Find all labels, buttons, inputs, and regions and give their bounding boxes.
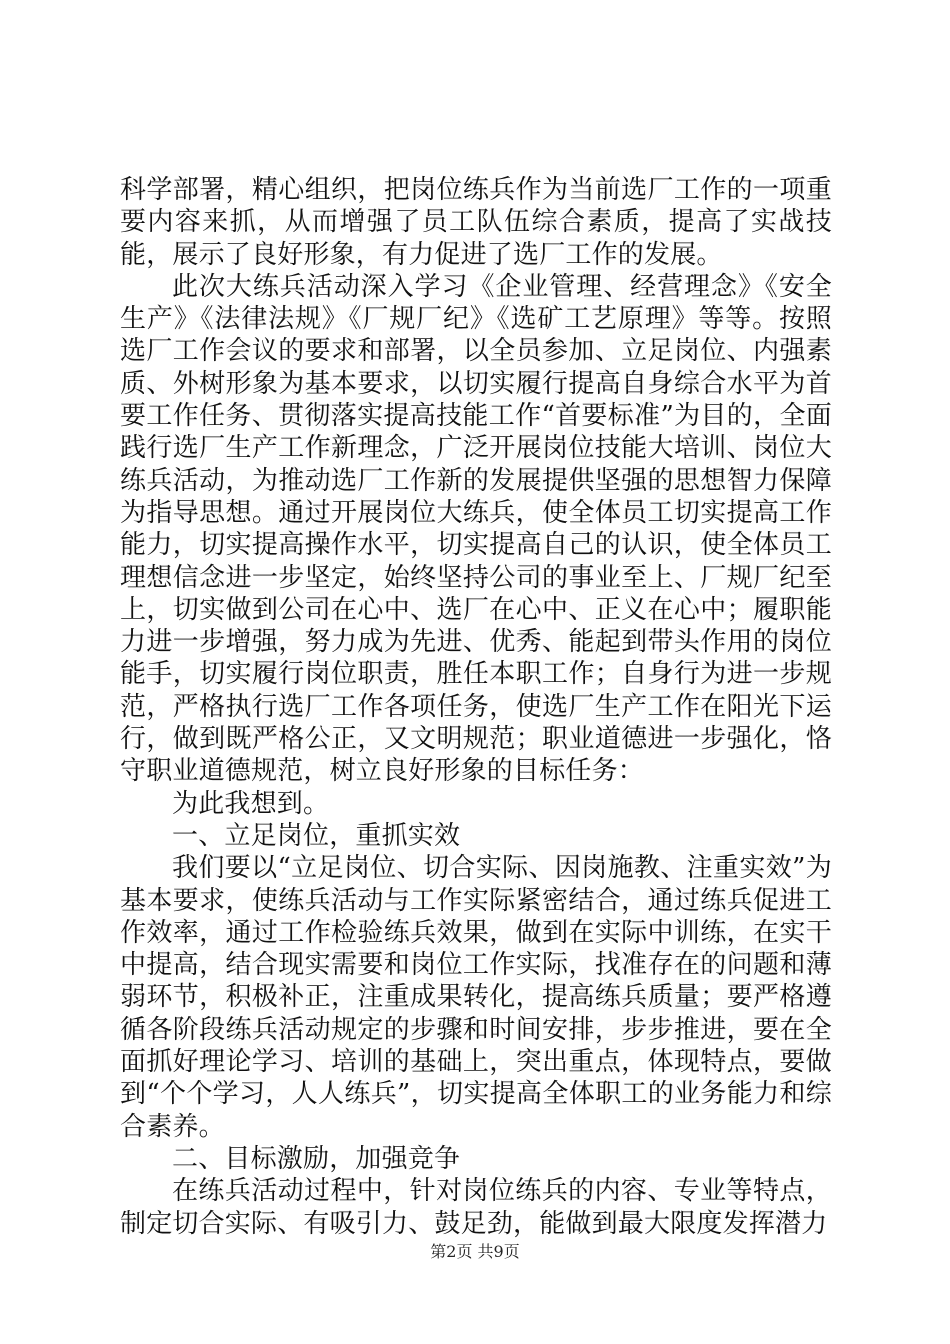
section-heading-1: 一、立足岗位，重抓实效	[172, 820, 461, 851]
document-body	[120, 174, 832, 1240]
paragraph-section-1: 我们要以“立足岗位、切合实际、因岗施教、注重实效”为基本要求，使练兵活动与工作实际紧密结合，通过练兵促进工作效率，通过工作检验练兵效果，做到在实际中训练，在实干中提高，结合现实需要和岗位工作实际，找准存在的问题和薄弱环节，积极补正，注重成果转化，提高练兵质量；要严格遵循各阶段练兵活动规定的步骤和时间安排，步步推进，要在全面抓好理论学习、培训的基础上，突出重点，体现特点，要做到“个个学习，人人练兵”，切实提高全体职工的业务能力和综合素养。	[120, 853, 832, 1142]
page-number-footer: 第2页 共9页	[430, 1242, 520, 1261]
section-heading-2: 二、目标激励，加强竞争	[172, 1143, 461, 1174]
paragraph-intro: 为此我想到。	[172, 788, 330, 819]
paragraph-training-content: 此次大练兵活动深入学习《企业管理、经营理念》《安全生产》《法律法规》《厂规厂纪》《选矿工艺原理》等等。按照选厂工作会议的要求和部署，以全员参加、立足岗位、内强素质、外树形象为基本要求，以切实履行提高自身综合水平为首要工作任务、贯彻落实提高技能工作“首要标准”为目的，全面践行选厂生产工作新理念，广泛开展岗位技能大培训、岗位大练兵活动，为推动选厂工作新的发展提供坚强的思想智力保障为指导思想。通过开展岗位大练兵，使全体员工切实提高工作能力，切实提高操作水平，切实提高自己的认识，使全体员工理想信念进一步坚定，始终坚持公司的事业至上、厂规厂纪至上，切实做到公司在心中、选厂在心中、正义在心中；履职能力进一步增强，努力成为先进、优秀、能起到带头作用的岗位能手，切实履行岗位职责，胜任本职工作；自身行为进一步规范，严格执行选厂工作各项任务，使选厂生产工作在阳光下运行，做到既严格公正，又文明规范；职业道德进一步强化，恪守职业道德规范，树立良好形象的目标任务：	[120, 271, 832, 787]
paragraph-section-2: 在练兵活动过程中，针对岗位练兵的内容、专业等特点，制定切合实际、有吸引力、鼓足劲，能做到最大限度发挥潜力	[120, 1176, 832, 1239]
paragraph-continuation: 科学部署，精心组织，把岗位练兵作为当前选厂工作的一项重要内容来抓，从而增强了员工队伍综合素质，提高了实战技能，展示了良好形象，有力促进了选厂工作的发展。	[120, 175, 832, 270]
